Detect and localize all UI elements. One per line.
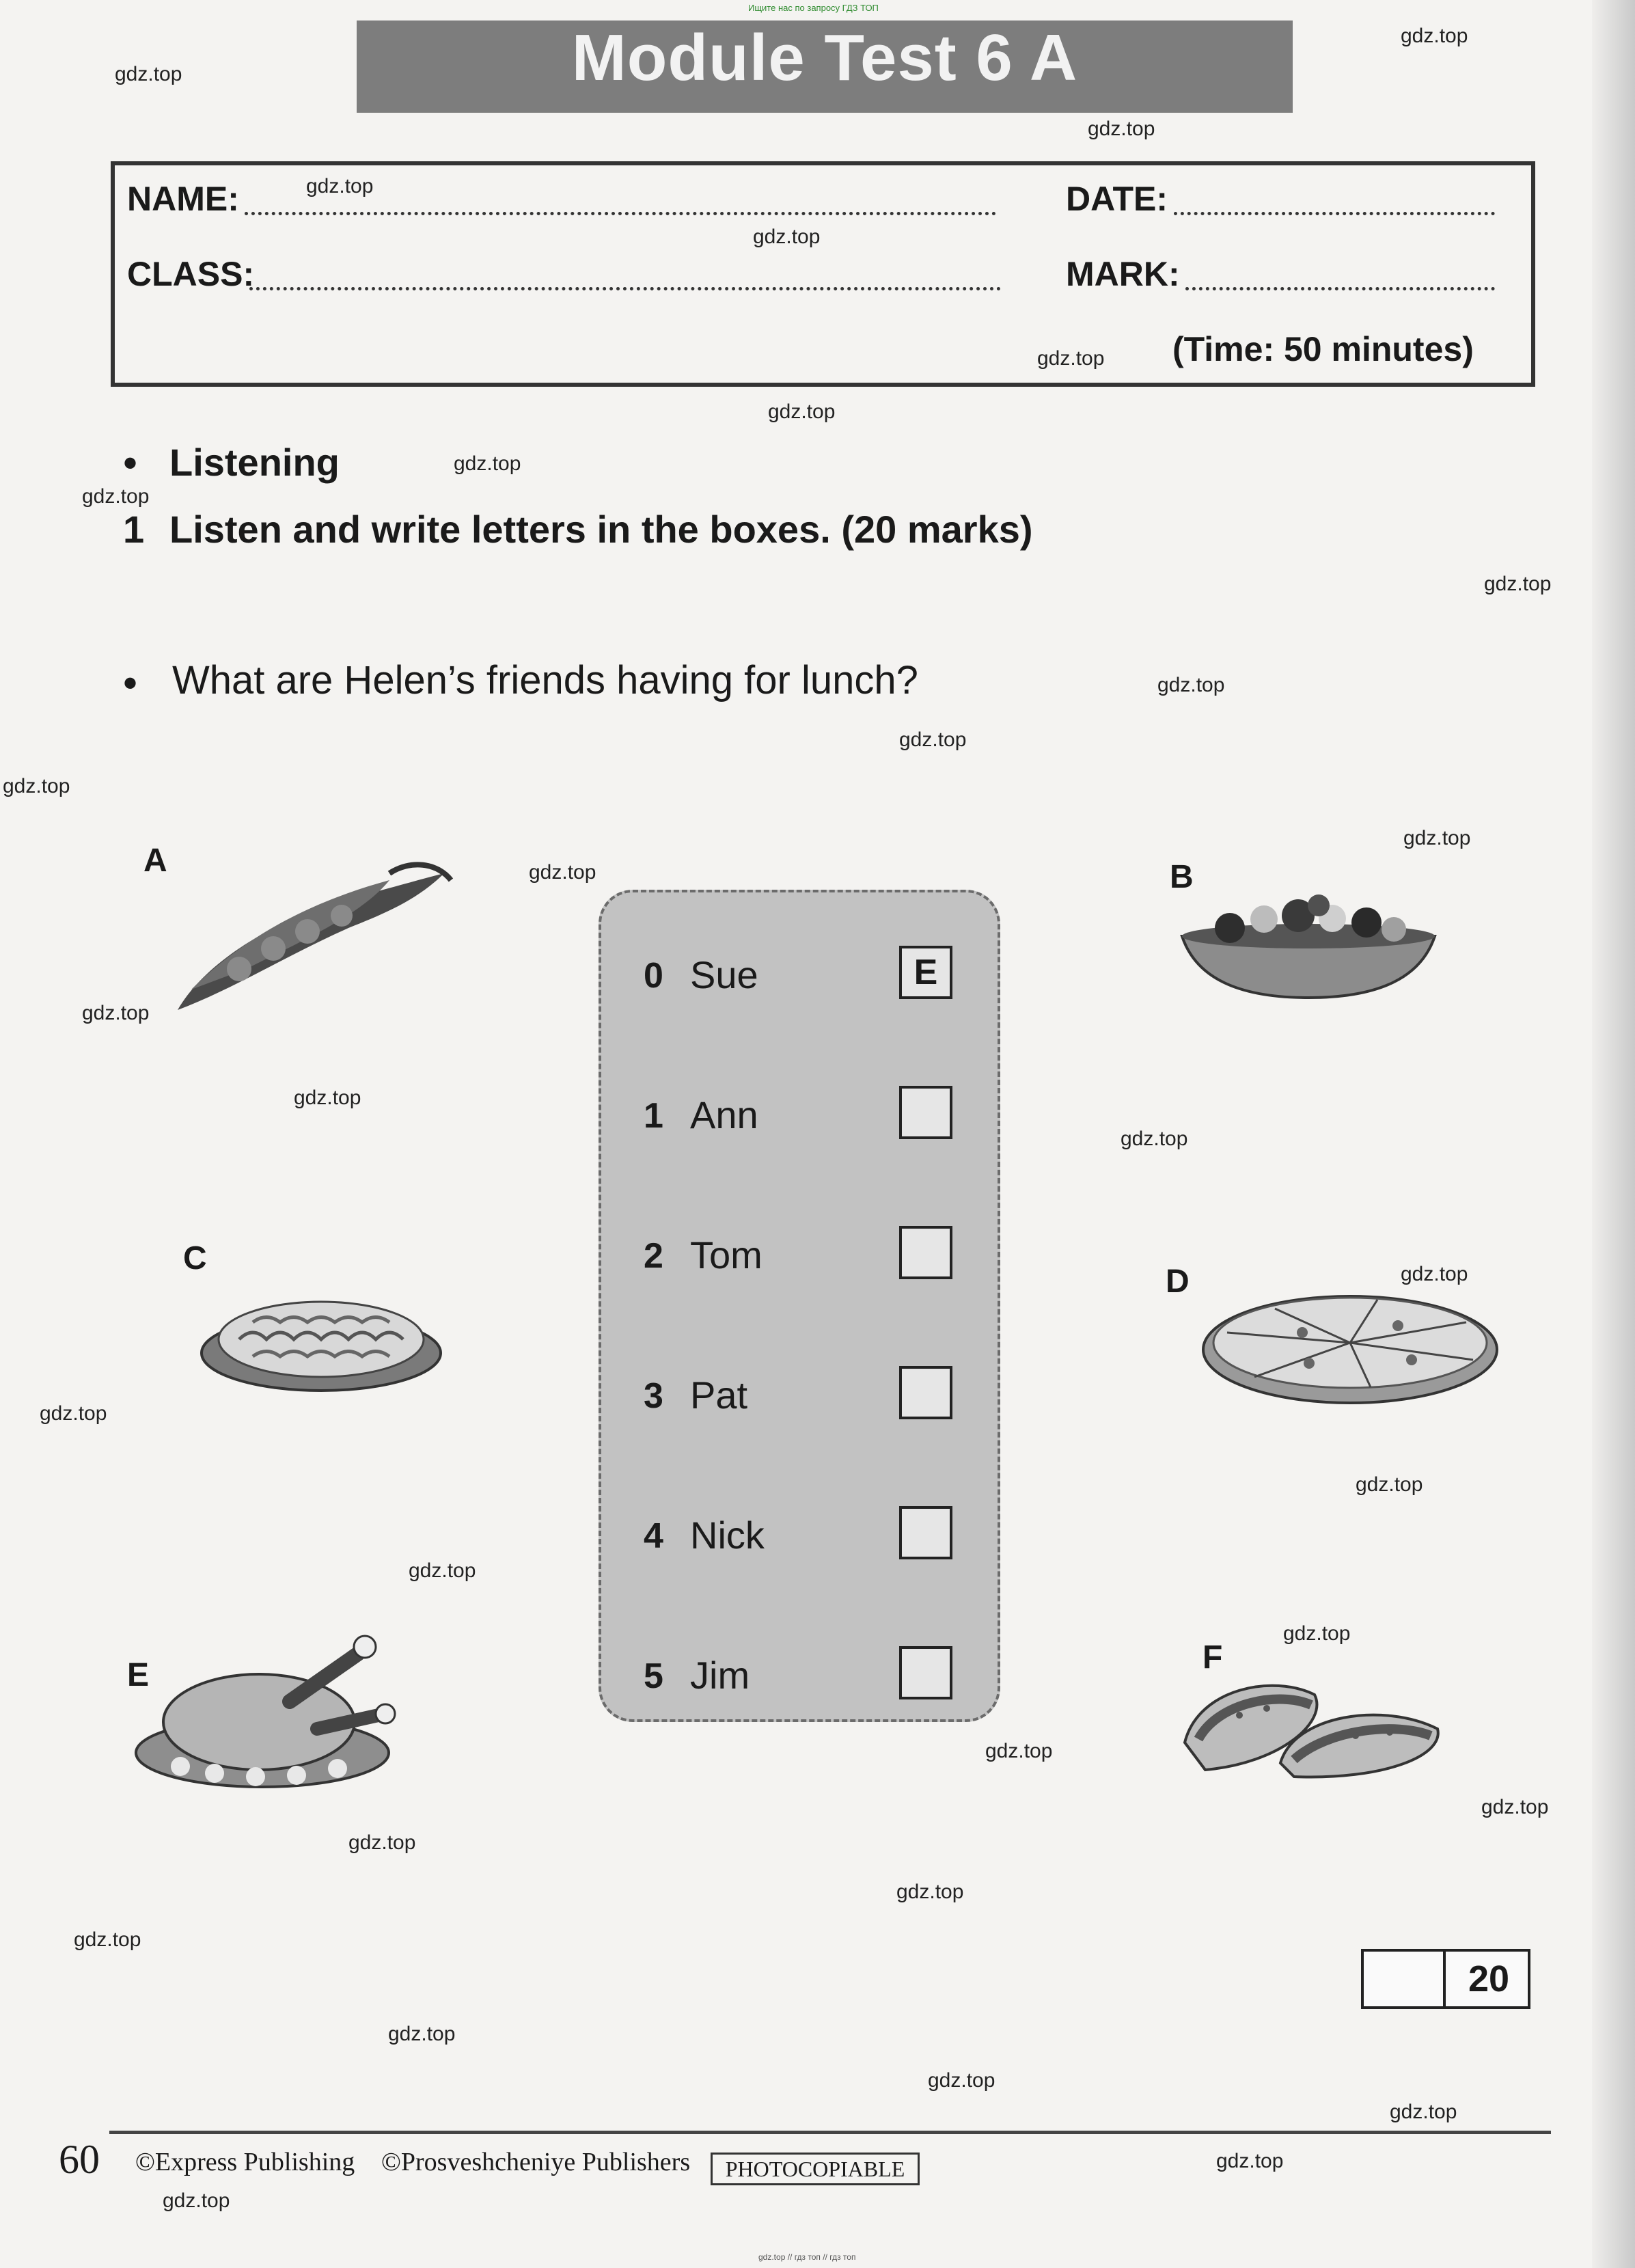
watermark: gdz.top [40, 1402, 107, 1425]
watermark: gdz.top [768, 400, 836, 423]
watermark: gdz.top [306, 175, 374, 197]
watermark: gdz.top [1401, 1263, 1468, 1285]
bullet-icon: • [123, 660, 138, 706]
answer-name: Sue [690, 953, 758, 996]
watermark: gdz.top [1121, 1128, 1188, 1150]
mark-label: MARK: [1066, 255, 1180, 293]
task-number: 1 [123, 508, 145, 551]
watermark: gdz.top [1157, 674, 1225, 696]
watermark: gdz.top [1481, 1796, 1549, 1818]
answer-box[interactable] [899, 1086, 952, 1139]
roast-chicken-icon [133, 1626, 399, 1790]
watermark: gdz.top [928, 2069, 995, 2092]
answer-name: Tom [690, 1233, 762, 1276]
mark-field[interactable] [1185, 287, 1495, 290]
watermark: gdz.top [1216, 2150, 1284, 2172]
watermark: gdz.top [1484, 573, 1552, 595]
answer-box[interactable] [899, 1506, 952, 1559]
watermark: gdz.top [115, 63, 182, 85]
food-letter-f: F [1203, 1639, 1223, 1676]
watermark: gdz.top [1401, 25, 1468, 47]
salad-bowl-icon [1175, 888, 1442, 1005]
top-note: Ищите нас по запросу ГДЗ ТОП [748, 3, 879, 13]
food-letter-c: C [183, 1240, 207, 1276]
food-letter-a: A [143, 843, 167, 879]
watermark: gdz.top [388, 2023, 456, 2045]
watermark: gdz.top [454, 452, 521, 475]
section-title: Listening [169, 441, 340, 484]
pizza-icon [1200, 1285, 1500, 1408]
question-text: What are Helen’s friends having for lunch? [172, 658, 918, 702]
watermark: gdz.top [409, 1559, 476, 1582]
name-field[interactable] [245, 212, 996, 215]
answer-box[interactable] [899, 1646, 952, 1699]
answer-number: 4 [644, 1516, 663, 1556]
watermark: gdz.top [74, 1928, 141, 1951]
task-instruction: Listen and write letters in the boxes. (20 marks) [169, 508, 1033, 551]
date-field[interactable] [1174, 212, 1495, 215]
food-letter-e: E [127, 1657, 150, 1693]
footer-divider [109, 2131, 1551, 2134]
class-field[interactable] [249, 287, 1001, 290]
answer-name: Jim [690, 1654, 750, 1697]
watermark: gdz.top [3, 775, 70, 797]
answer-box[interactable]: E [899, 946, 952, 999]
hot-dog-icon [1178, 1661, 1444, 1784]
answer-number: 0 [644, 956, 663, 996]
time-limit: (Time: 50 minutes) [1172, 330, 1474, 368]
answer-name: Ann [690, 1093, 758, 1136]
bottom-note: gdz.top // гдз топ // гдз топ [758, 2252, 856, 2262]
answer-number: 5 [644, 1656, 663, 1696]
publisher-credit: ©Express Publishing [135, 2148, 355, 2176]
pea-pod-icon [164, 853, 458, 1024]
watermark: gdz.top [82, 485, 150, 508]
answer-number: 1 [644, 1096, 663, 1136]
answer-name: Nick [690, 1514, 765, 1557]
pasta-plate-icon [198, 1285, 444, 1394]
watermark: gdz.top [163, 2189, 230, 2212]
score-max: 20 [1468, 1958, 1510, 1999]
answer-number: 2 [644, 1236, 663, 1276]
answer-number: 3 [644, 1376, 663, 1416]
class-label: CLASS: [127, 255, 255, 293]
watermark: gdz.top [1403, 827, 1471, 849]
date-label: DATE: [1066, 180, 1168, 218]
page-number: 60 [59, 2137, 100, 2182]
watermark: gdz.top [529, 861, 596, 884]
food-letter-d: D [1166, 1263, 1190, 1300]
watermark: gdz.top [1283, 1622, 1351, 1645]
photocopiable-label: PHOTOCOPIABLE [711, 2153, 920, 2185]
watermark: gdz.top [294, 1087, 361, 1109]
watermark: gdz.top [348, 1831, 416, 1854]
watermark: gdz.top [1356, 1473, 1423, 1496]
publisher-credit: ©Prosveshcheniye Publishers [381, 2148, 691, 2176]
name-label: NAME: [127, 180, 239, 218]
watermark: gdz.top [896, 1881, 964, 1903]
watermark: gdz.top [985, 1740, 1053, 1762]
bullet-icon: • [123, 440, 138, 486]
watermark: gdz.top [1088, 118, 1155, 140]
page-edge-shadow [1592, 0, 1635, 2268]
watermark: gdz.top [82, 1002, 150, 1024]
page-title: Module Test 6 A [571, 21, 1078, 94]
answer-box[interactable] [899, 1366, 952, 1419]
watermark: gdz.top [1037, 347, 1105, 370]
watermark: gdz.top [753, 226, 821, 248]
answer-name: Pat [690, 1374, 748, 1417]
answer-panel [599, 890, 1000, 1722]
watermark: gdz.top [899, 728, 967, 751]
score-divider [1443, 1949, 1446, 2009]
answer-box[interactable] [899, 1226, 952, 1279]
food-letter-b: B [1170, 859, 1194, 895]
watermark: gdz.top [1390, 2101, 1457, 2123]
